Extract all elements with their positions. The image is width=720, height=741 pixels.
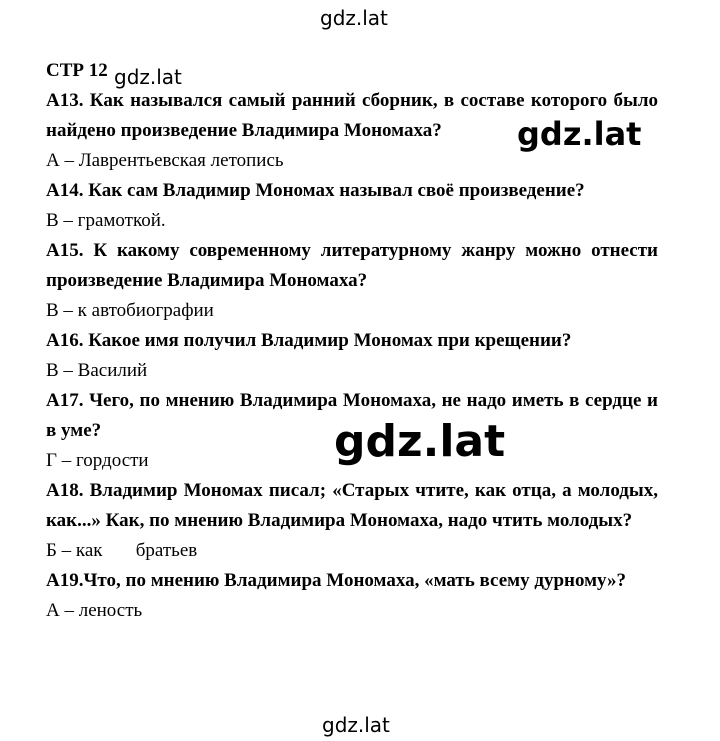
page-label: СТР 12 xyxy=(46,60,108,81)
watermark-top: gdz.lat xyxy=(320,6,388,30)
question-a14: А14. Как сам Владимир Мономах называл своё произведение? xyxy=(46,180,585,201)
answer-a14: В – грамоткой. xyxy=(46,210,166,231)
question-a18: А18. Владимир Мономах писал; «Старых чтите, как отца, а молодых, как...» Как, по мнению Владимира Мономаха, надо чтить молодых? xyxy=(46,480,658,531)
question-a19: А19.Что, по мнению Владимира Мономаха, «мать всему дурному»? xyxy=(46,570,627,591)
answer-a16: В – Василий xyxy=(46,360,148,381)
answer-a19: А – леность xyxy=(46,600,143,621)
watermark-center: gdz.lat xyxy=(334,416,506,467)
watermark-right: gdz.lat xyxy=(517,115,642,153)
answer-a15: В – к автобиографии xyxy=(46,300,214,321)
answer-a18: Б – как братьев xyxy=(46,540,198,561)
question-a15: А15. К какому современному литературному жанру можно отнести произведение Владимира Мономаха? xyxy=(46,240,658,291)
answer-a13: А – Лаврентьевская летопись xyxy=(46,150,284,171)
question-a16: А16. Какое имя получил Владимир Мономах при крещении? xyxy=(46,330,572,351)
question-a17: А17. Чего, по мнению Владимира Мономаха, не надо иметь в сердце и в уме? xyxy=(46,390,658,441)
question-a13: А13. Как назывался самый ранний сборник, в составе которого было найдено произведение Владимира Мономаха? xyxy=(46,90,658,141)
answer-a17: Г – гордости xyxy=(46,450,149,471)
watermark-bottom: gdz.lat xyxy=(322,713,390,737)
watermark-small: gdz.lat xyxy=(114,65,182,89)
